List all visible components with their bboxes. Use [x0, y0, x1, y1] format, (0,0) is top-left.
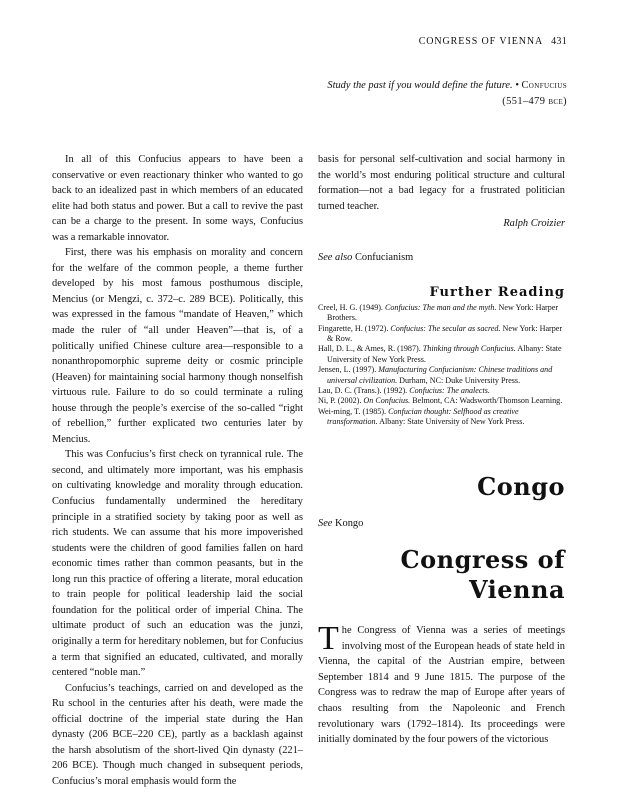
- reference-title: Confucius: The secular as sacred.: [390, 323, 501, 333]
- vienna-heading-line2: Vienna: [468, 575, 565, 605]
- reference-author: Creel, H. G. (1949).: [318, 302, 385, 312]
- reference-publisher: Albany: State University of New York Press.: [327, 344, 562, 364]
- reference-title: Confucius: The analects.: [409, 386, 490, 396]
- reference-publisher: New York: Harper Brothers.: [327, 302, 559, 323]
- see-label: See: [318, 517, 333, 529]
- reference-title: Thinking through Confucius.: [422, 344, 516, 354]
- page-number: 431: [551, 36, 567, 47]
- reference-author: Lau, D. C. (Trans.). (1992).: [318, 386, 410, 396]
- reference-author: Wei-ming, T. (1985).: [318, 406, 389, 416]
- epigraph-attribution: Confucius (551–479 bce): [502, 80, 567, 107]
- reference-item: [318, 386, 565, 396]
- reference-author: Fingarette, H. (1972).: [318, 323, 391, 333]
- reference-item: [318, 407, 565, 428]
- see-kongo: [318, 516, 565, 532]
- epigraph-quote: Study the past if you would define the future.: [327, 80, 513, 91]
- vienna-heading-line1: Congress of: [400, 545, 565, 575]
- reference-author: Hall, D. L., & Ames, R. (1987).: [318, 344, 423, 354]
- congo-heading: Congo: [477, 471, 565, 501]
- see-also-link[interactable]: Confucianism: [354, 251, 414, 263]
- paragraph: In all of this Confucius appears to have been a conservative or even reactionary thinker who wanted to go back to an idealized past in which members of an educated elite had both status and power. But a call to revive the past can be a charge to the present. In some ways, Confucius was a remarkable innovator.: [52, 154, 303, 243]
- vienna-paragraph: [318, 620, 565, 747]
- vienna-text: he Congress of Vienna was a series of meetings involving most of the European heads of state held in Vienna, the capital of the Austrian empire, between September 1814 and 9 June 1815. The purpose of the Congress was to redraw the map of Europe after years of chaos resulting from the Napoleonic and French revolutionary wars (1792–1814). Its proceedings were initially dominated by the four powers of the victorious: [318, 625, 565, 746]
- paragraph: This was Confucius’s first check on tyrannical rule. The second, and ultimately more important, was his emphasis on cultivating knowledge and morality through education. Confucius fundamentally undermined the hereditary principle in a stratified society by taking poor as well as rich students. We can assume that his more impoverished students were the children of good families fallen on hard economic times rather than common peasants, but in the long run this practice of offering a literate, moral education to train people for political leadership laid the social foundation for the political order of imperial China. The ultimate product of such an education was the junzi, originally a term for hereditary noblemen, but for Confucius a term that signified an educated, cultivated, and morally centered “noble man.”: [52, 449, 303, 679]
- see-also-label: See also: [318, 251, 353, 263]
- reference-item: [318, 396, 565, 406]
- right-column: [318, 152, 565, 748]
- reference-title: Confucian thought: Selfhood as creative transformation.: [327, 406, 519, 427]
- left-column: [52, 152, 303, 789]
- paragraph: Confucius’s teachings, carried on and developed as the Ru school in the centuries after his death, were made the official doctrine of the imperial state during the Han dynasty (206 BCE–220 CE), partly as a backlash against the harsh absolutism of the short-lived Qin dynasty (221–206 BCE). Though much changed in subsequent periods, Confucius’s moral emphasis would form the: [52, 682, 303, 787]
- vienna-heading: [318, 545, 565, 605]
- see-also-confucianism: [318, 250, 565, 266]
- further-reading-heading: Further Reading: [429, 285, 565, 301]
- reference-title: Confucius: The man and the myth.: [384, 302, 497, 312]
- reference-author: Ni, P. (2002).: [318, 396, 364, 406]
- reference-publisher: Albany: State University of New York Press.: [377, 417, 525, 427]
- reference-author: Jensen, L. (1997).: [318, 365, 379, 375]
- reference-publisher: New York: Harper & Row.: [327, 323, 563, 344]
- drop-cap: T: [318, 620, 339, 658]
- paragraph: First, there was his emphasis on morality and concern for the welfare of the common people, a theme further developed by his most famous posthumous disciple, Mencius (or Mengzi, c. 372–c. 289 BCE). Politically, this was expressed in the famous “mandate of Heaven,” which made the ruler of “all under Heaven”—that is, of a politically unified Chinese culture area—responsible to a nonanthropomorphic supreme deity or cosmic principle (Heaven) for maintaining social harmony though nonselfish virtuous rule. Failure to do so could terminate a ruling house through the people’s exercise of the so-called “right of rebellion,” further explicated two centuries later by Mencius.: [52, 247, 303, 445]
- reference-item: [318, 365, 565, 386]
- reference-item: [318, 324, 565, 345]
- reference-item: [318, 344, 565, 365]
- reference-list: [318, 303, 565, 428]
- reference-publisher: Belmont, CA: Wadsworth/Thomson Learning.: [410, 396, 563, 406]
- paragraph-continuation: basis for personal self-cultivation and social harmony in the world’s most enduring political structure and cultural formation—not a bad legacy for a frustrated politician turned teacher.: [318, 154, 565, 212]
- see-link[interactable]: Kongo: [335, 517, 364, 529]
- running-title: CONGRESS OF VIENNA: [418, 36, 544, 47]
- epigraph-bullet: •: [515, 80, 519, 91]
- epigraph: [327, 78, 567, 109]
- reference-publisher: Durham, NC: Duke University Press.: [397, 375, 521, 385]
- reference-title: Manufacturing Confucianism: Chinese traditions and universal civilization.: [327, 365, 553, 385]
- article-author: Ralph Croizier: [503, 218, 565, 230]
- reference-title: On Confucius.: [363, 396, 411, 406]
- reference-item: [318, 303, 565, 324]
- running-header: [419, 36, 567, 47]
